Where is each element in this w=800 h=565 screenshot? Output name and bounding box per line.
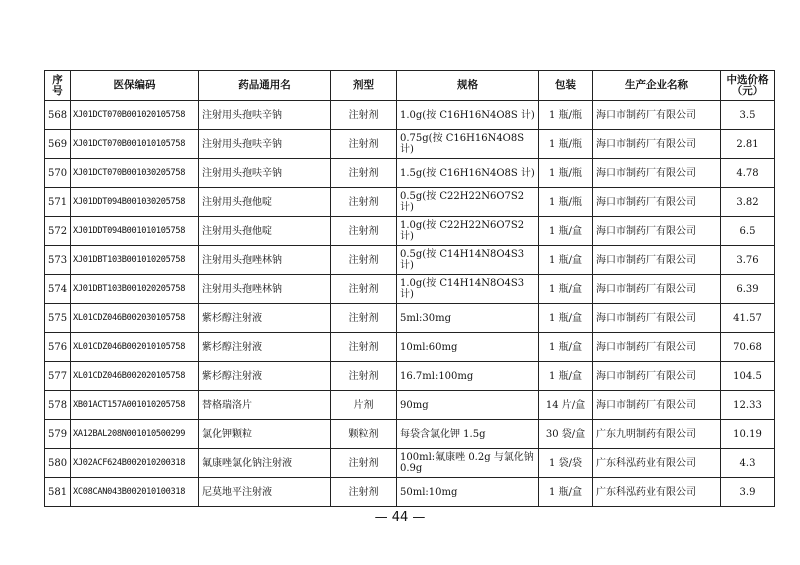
table-row — [45, 391, 775, 420]
cell-seq: 581 — [45, 478, 71, 507]
cell-price: 6.39 — [721, 275, 775, 304]
cell-maker: 广东九明制药有限公司 — [593, 420, 721, 449]
page-number: — 44 — — [374, 510, 426, 525]
cell-price: 2.81 — [721, 130, 775, 159]
cell-name: 替格瑞洛片 — [199, 391, 331, 420]
cell-code: XJ01DBT103B001010205758 — [71, 246, 199, 275]
cell-code: XJ01DCT070B001010105758 — [71, 130, 199, 159]
cell-maker: 海口市制药厂有限公司 — [593, 246, 721, 275]
cell-pack: 1 瓶/盒 — [539, 333, 593, 362]
cell-code: XL01CDZ046B002020105758 — [71, 362, 199, 391]
cell-pack: 1 瓶/瓶 — [539, 188, 593, 217]
table-row — [45, 304, 775, 333]
cell-price: 4.3 — [721, 449, 775, 478]
cell-maker: 海口市制药厂有限公司 — [593, 362, 721, 391]
cell-pack: 1 袋/袋 — [539, 449, 593, 478]
cell-code: XL01CDZ046B002010105758 — [71, 333, 199, 362]
cell-name: 注射用头孢他啶 — [199, 188, 331, 217]
cell-name: 注射用头孢呋辛钠 — [199, 130, 331, 159]
cell-price: 12.33 — [721, 391, 775, 420]
cell-price: 10.19 — [721, 420, 775, 449]
cell-name: 注射用头孢他啶 — [199, 217, 331, 246]
cell-spec: 1.0g(按 C14H14N8O4S3 计) — [397, 275, 539, 304]
cell-seq: 571 — [45, 188, 71, 217]
cell-pack: 1 瓶/瓶 — [539, 101, 593, 130]
cell-seq: 568 — [45, 101, 71, 130]
cell-code: XA12BAL208N001010500299 — [71, 420, 199, 449]
cell-price: 3.82 — [721, 188, 775, 217]
cell-form: 注射剂 — [331, 478, 397, 507]
cell-name: 氟康唑氯化钠注射液 — [199, 449, 331, 478]
cell-name: 注射用头孢呋辛钠 — [199, 159, 331, 188]
header-seq: 序号 — [45, 71, 71, 101]
cell-form: 注射剂 — [331, 130, 397, 159]
table-row — [45, 478, 775, 507]
cell-name: 氯化钾颗粒 — [199, 420, 331, 449]
cell-spec: 0.75g(按 C16H16N4O8S 计) — [397, 130, 539, 159]
cell-seq: 570 — [45, 159, 71, 188]
cell-name: 注射用头孢唑林钠 — [199, 246, 331, 275]
cell-seq: 578 — [45, 391, 71, 420]
header-pack: 包装 — [539, 71, 593, 101]
cell-pack: 1 瓶/瓶 — [539, 159, 593, 188]
cell-maker: 广东科泓药业有限公司 — [593, 478, 721, 507]
cell-seq: 569 — [45, 130, 71, 159]
table-row — [45, 188, 775, 217]
cell-form: 注射剂 — [331, 188, 397, 217]
cell-code: XJ02ACF624B002010200318 — [71, 449, 199, 478]
cell-name: 注射用头孢唑林钠 — [199, 275, 331, 304]
cell-maker: 海口市制药厂有限公司 — [593, 188, 721, 217]
cell-form: 注射剂 — [331, 246, 397, 275]
cell-code: XJ01DCT070B001020105758 — [71, 101, 199, 130]
cell-maker: 海口市制药厂有限公司 — [593, 333, 721, 362]
cell-code: XJ01DBT103B001020205758 — [71, 275, 199, 304]
cell-code: XJ01DDT094B001030205758 — [71, 188, 199, 217]
cell-seq: 572 — [45, 217, 71, 246]
cell-maker: 海口市制药厂有限公司 — [593, 159, 721, 188]
cell-code: XJ01DDT094B001010105758 — [71, 217, 199, 246]
cell-spec: 0.5g(按 C14H14N8O4S3 计) — [397, 246, 539, 275]
header-price: 中选价格（元） — [721, 71, 775, 101]
cell-form: 注射剂 — [331, 362, 397, 391]
cell-price: 3.9 — [721, 478, 775, 507]
table-row — [45, 217, 775, 246]
cell-form: 颗粒剂 — [331, 420, 397, 449]
cell-name: 紫杉醇注射液 — [199, 362, 331, 391]
cell-price: 70.68 — [721, 333, 775, 362]
cell-seq: 580 — [45, 449, 71, 478]
cell-seq: 579 — [45, 420, 71, 449]
header-name: 药品通用名 — [199, 71, 331, 101]
cell-spec: 16.7ml:100mg — [397, 362, 539, 391]
cell-pack: 1 瓶/盒 — [539, 246, 593, 275]
cell-price: 4.78 — [721, 159, 775, 188]
cell-spec: 10ml:60mg — [397, 333, 539, 362]
cell-form: 注射剂 — [331, 333, 397, 362]
cell-seq: 576 — [45, 333, 71, 362]
cell-code: XJ01DCT070B001030205758 — [71, 159, 199, 188]
table-row — [45, 246, 775, 275]
table-header-row — [45, 71, 775, 101]
cell-spec: 100ml:氟康唑 0.2g 与氯化钠 0.9g — [397, 449, 539, 478]
cell-spec: 90mg — [397, 391, 539, 420]
table-row — [45, 449, 775, 478]
table-row — [45, 362, 775, 391]
cell-price: 3.5 — [721, 101, 775, 130]
cell-form: 注射剂 — [331, 449, 397, 478]
cell-pack: 1 瓶/盒 — [539, 478, 593, 507]
cell-code: XC08CAN043B002010100318 — [71, 478, 199, 507]
cell-form: 注射剂 — [331, 275, 397, 304]
cell-spec: 1.5g(按 C16H16N4O8S 计) — [397, 159, 539, 188]
header-code: 医保编码 — [71, 71, 199, 101]
cell-maker: 海口市制药厂有限公司 — [593, 217, 721, 246]
cell-seq: 573 — [45, 246, 71, 275]
cell-pack: 1 瓶/盒 — [539, 275, 593, 304]
header-spec: 规格 — [397, 71, 539, 101]
cell-spec: 1.0g(按 C16H16N4O8S 计) — [397, 101, 539, 130]
cell-pack: 1 瓶/盒 — [539, 304, 593, 333]
cell-name: 尼莫地平注射液 — [199, 478, 331, 507]
cell-spec: 每袋含氯化钾 1.5g — [397, 420, 539, 449]
cell-spec: 5ml:30mg — [397, 304, 539, 333]
cell-seq: 577 — [45, 362, 71, 391]
cell-price: 41.57 — [721, 304, 775, 333]
cell-spec: 50ml:10mg — [397, 478, 539, 507]
cell-form: 注射剂 — [331, 159, 397, 188]
cell-form: 注射剂 — [331, 101, 397, 130]
cell-spec: 0.5g(按 C22H22N6O7S2 计) — [397, 188, 539, 217]
cell-spec: 1.0g(按 C22H22N6O7S2 计) — [397, 217, 539, 246]
table-row — [45, 275, 775, 304]
cell-form: 片剂 — [331, 391, 397, 420]
header-form: 剂型 — [331, 71, 397, 101]
cell-maker: 海口市制药厂有限公司 — [593, 101, 721, 130]
cell-name: 注射用头孢呋辛钠 — [199, 101, 331, 130]
cell-price: 104.5 — [721, 362, 775, 391]
table-row — [45, 101, 775, 130]
cell-form: 注射剂 — [331, 217, 397, 246]
cell-price: 3.76 — [721, 246, 775, 275]
cell-name: 紫杉醇注射液 — [199, 333, 331, 362]
cell-pack: 30 袋/盒 — [539, 420, 593, 449]
cell-code: XB01ACT157A001010205758 — [71, 391, 199, 420]
header-maker: 生产企业名称 — [593, 71, 721, 101]
table-row — [45, 159, 775, 188]
cell-maker: 海口市制药厂有限公司 — [593, 130, 721, 159]
cell-maker: 海口市制药厂有限公司 — [593, 304, 721, 333]
table-row — [45, 130, 775, 159]
table-row — [45, 333, 775, 362]
cell-maker: 广东科泓药业有限公司 — [593, 449, 721, 478]
cell-name: 紫杉醇注射液 — [199, 304, 331, 333]
cell-pack: 1 瓶/盒 — [539, 362, 593, 391]
cell-maker: 海口市制药厂有限公司 — [593, 275, 721, 304]
cell-code: XL01CDZ046B002030105758 — [71, 304, 199, 333]
cell-price: 6.5 — [721, 217, 775, 246]
cell-pack: 1 瓶/盒 — [539, 217, 593, 246]
cell-maker: 海口市制药厂有限公司 — [593, 391, 721, 420]
cell-seq: 575 — [45, 304, 71, 333]
drug-price-table — [44, 70, 775, 507]
cell-pack: 14 片/盒 — [539, 391, 593, 420]
cell-form: 注射剂 — [331, 304, 397, 333]
cell-pack: 1 瓶/瓶 — [539, 130, 593, 159]
cell-seq: 574 — [45, 275, 71, 304]
table-row — [45, 420, 775, 449]
